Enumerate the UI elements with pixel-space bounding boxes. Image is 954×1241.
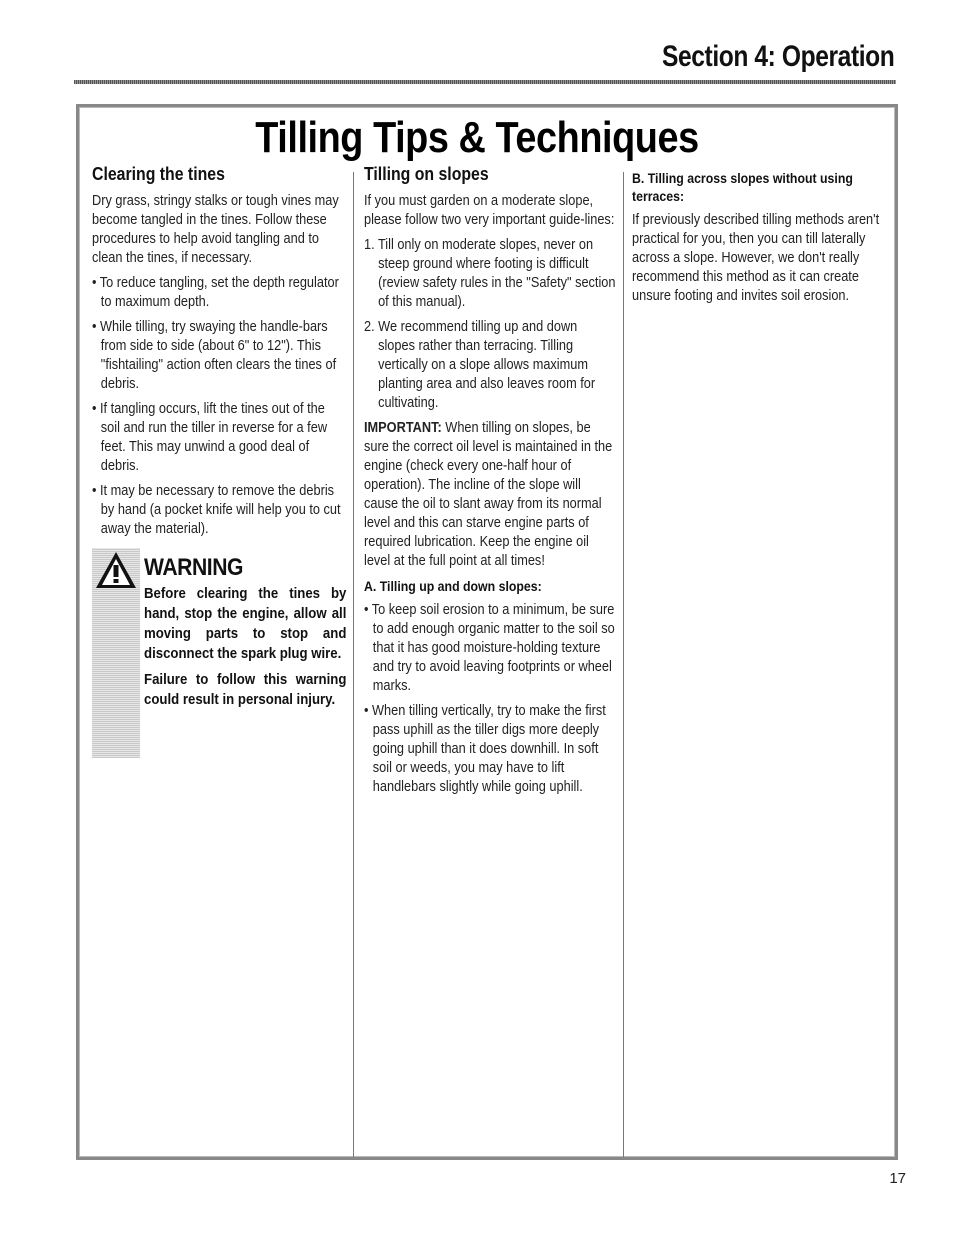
across-text: If previously described tilling methods aren't practical for you, then you can till laterally across a slope. However, we don't really recommend this method as it can create unsure footing and invites soil erosion. <box>632 212 880 304</box>
clearing-bullet-3: • If tangling occurs, lift the tines out of the soil and run the tiller in reverse for a few feet. This may unwind a good deal of debris. <box>92 401 328 474</box>
important-label: IMPORTANT: <box>364 420 442 436</box>
warning-triangle-icon <box>94 550 138 590</box>
warning-text <box>144 554 347 716</box>
clearing-heading: Clearing the tines <box>92 164 225 184</box>
clearing-intro: Dry grass, stringy stalks or tough vines may become tangled in the tines. Follow these procedures to help avoid tangling and to clean the tines, if necessary. <box>92 193 339 266</box>
column-slopes <box>364 165 618 803</box>
clearing-bullet-2: • While tilling, try swaying the handle-bars from side to side (about 6" to 12"). This "fishtailing" action often clears the tines of debris. <box>92 319 337 392</box>
header-rule <box>74 80 896 84</box>
warning-stripe <box>92 548 140 758</box>
slopes-intro: If you must garden on a moderate slope, please follow two very important guide-lines: <box>364 193 615 228</box>
across-heading: B. Tilling across slopes without using terraces: <box>632 170 853 204</box>
important-text: When tilling on slopes, be sure the correct oil level is maintained in the engine (check every one-half hour of operation). The incline of the slope will cause the oil to slant away from its normal level and this can starve engine parts of required lubrication. Keep the engine oil level at the full point at all times! <box>364 420 613 569</box>
warning-line-2: Failure to follow this warning could result in personal injury. <box>144 671 347 708</box>
warning-line-1: Before clearing the tines by hand, stop the engine, allow all moving parts to stop and disconnect the spark plug wire. <box>144 585 347 662</box>
sub-a-heading: A. Tilling up and down slopes: <box>364 578 542 594</box>
warning-title: WARNING <box>144 554 243 581</box>
sub-a-bullet-1: • To keep soil erosion to a minimum, be sure to add enough organic matter to the soil so that it has good moisture-holding texture and try to avoid leaving footprints or wheel marks. <box>364 602 615 694</box>
slopes-item-2: 2. We recommend tilling up and down slopes rather than terracing. Tilling vertically on a slope allows maximum planting area and also leaves room for cultivating. <box>364 319 596 411</box>
column-clearing <box>92 165 346 545</box>
slopes-item-1: 1. Till only on moderate slopes, never on steep ground where footing is difficult (review safety rules in the "Safety" section of this manual). <box>364 237 616 310</box>
page-title: Tilling Tips & Techniques <box>255 113 699 162</box>
clearing-bullet-4: • It may be necessary to remove the debris by hand (a pocket knife will help you to cut away the material). <box>92 483 341 537</box>
column-divider-1 <box>353 172 354 1157</box>
section-header: Section 4: Operation <box>661 40 894 73</box>
column-divider-2 <box>623 172 624 1157</box>
slopes-important <box>364 419 617 571</box>
column-across <box>632 165 884 312</box>
page-number: 17 <box>889 1170 906 1187</box>
clearing-bullet-1: • To reduce tangling, set the depth regulator to maximum depth. <box>92 275 339 310</box>
warning-box <box>92 548 346 760</box>
sub-a-bullet-2: • When tilling vertically, try to make the first pass uphill as the tiller digs more deeply going uphill than it does downhill. In soft soil or weeds, you may have to lift handlebars slightly while going uphill. <box>364 703 606 795</box>
slopes-heading: Tilling on slopes <box>364 164 489 184</box>
